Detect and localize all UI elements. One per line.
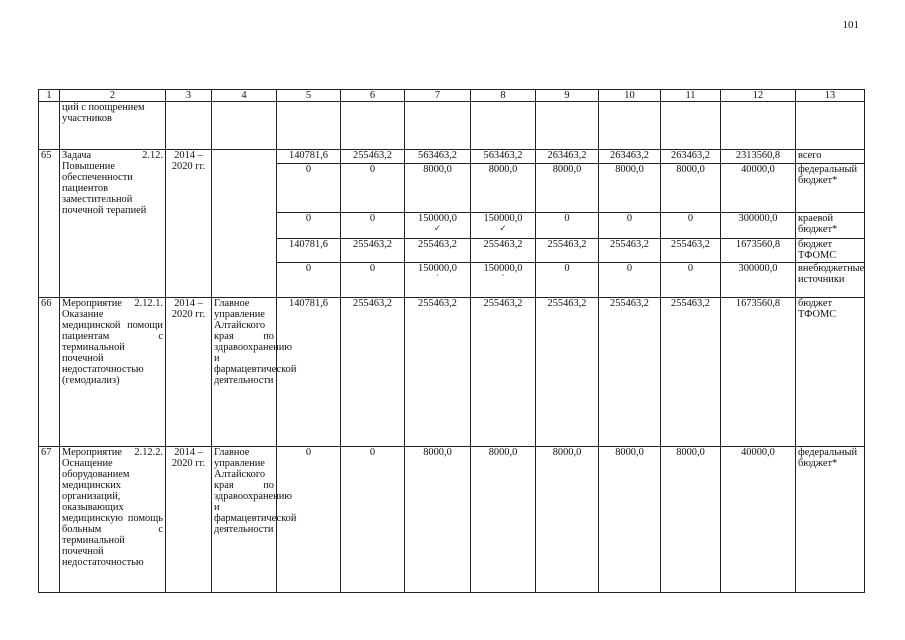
row-period: 2014 – 2020 гг. xyxy=(166,150,212,298)
value-cell: 8000,0 xyxy=(471,164,536,213)
value-cell: 150000,0 xyxy=(483,263,523,274)
header-row xyxy=(39,90,865,102)
header-cell: 6 xyxy=(341,90,405,102)
value-cell: 40000,0 xyxy=(721,447,796,593)
row-period: 2014 – 2020 гг. xyxy=(166,447,212,593)
value-cell: 8000,0 xyxy=(405,447,471,593)
value-cell: 255463,2 xyxy=(405,239,471,263)
value-cell: 255463,2 xyxy=(599,239,661,263)
value-cell: 255463,2 xyxy=(661,298,721,447)
row-executor xyxy=(212,150,277,298)
value-cell: 1673560,8 xyxy=(721,298,796,447)
value-cell: 8000,0 xyxy=(599,164,661,213)
value-cell: 255463,2 xyxy=(536,239,599,263)
continuation-row xyxy=(39,102,865,150)
value-cell: 0 xyxy=(661,213,721,239)
value-cell: 8000,0 xyxy=(471,447,536,593)
value-cell: 0 xyxy=(277,263,341,298)
header-cell: 3 xyxy=(166,90,212,102)
row-name: Задача 2.12. Повышение обеспеченности пациентов заместительной почечной терапией xyxy=(60,150,166,298)
row-executor: Главное управление Алтайского края по здравоохранению и фармацевтической деятельности xyxy=(212,298,277,447)
header-cell: 10 xyxy=(599,90,661,102)
value-cell: 255463,2 xyxy=(661,239,721,263)
value-cell: 8000,0 xyxy=(405,164,471,213)
row-number: 65 xyxy=(39,150,60,298)
header-cell: 4 xyxy=(212,90,277,102)
value-cell: 150000,0 xyxy=(418,263,457,274)
funding-source: бюджет ТФОМС xyxy=(796,239,865,263)
value-cell: 8000,0 xyxy=(536,164,599,213)
funding-source: внебюджетные источники xyxy=(796,263,865,298)
value-cell: 255463,2 xyxy=(599,298,661,447)
value-cell: 0 xyxy=(661,263,721,298)
value-cell: 8000,0 xyxy=(536,447,599,593)
value-cell: 40000,0 xyxy=(721,164,796,213)
value-cell: 0 xyxy=(341,213,405,239)
tick-mark-icon: ˋ xyxy=(501,273,505,283)
value-cell: 0 xyxy=(341,447,405,593)
header-cell: 1 xyxy=(39,90,60,102)
value-cell: 563463,2 xyxy=(405,150,471,164)
value-cell: 8000,0 xyxy=(661,447,721,593)
value-cell: 263463,2 xyxy=(536,150,599,164)
check-mark-icon: ✓ xyxy=(433,223,442,233)
value-cell: 263463,2 xyxy=(661,150,721,164)
value-cell: 0 xyxy=(277,447,341,593)
header-cell: 8 xyxy=(471,90,536,102)
continuation-name: ций с поощрением участников xyxy=(60,102,166,150)
value-cell: 0 xyxy=(536,213,599,239)
value-cell: 255463,2 xyxy=(341,150,405,164)
value-cell: 2313560,8 xyxy=(721,150,796,164)
value-cell: 140781,6 xyxy=(277,150,341,164)
tick-mark-icon: ˋ xyxy=(436,273,439,283)
value-cell: 140781,6 xyxy=(277,239,341,263)
table-row xyxy=(39,298,865,447)
value-cell: 263463,2 xyxy=(599,150,661,164)
program-budget-table xyxy=(38,89,865,593)
funding-source: бюджет ТФОМС xyxy=(796,298,865,447)
value-cell: 0 xyxy=(536,263,599,298)
header-cell: 7 xyxy=(405,90,471,102)
header-cell: 12 xyxy=(721,90,796,102)
value-cell: 563463,2 xyxy=(471,150,536,164)
value-cell: 255463,2 xyxy=(341,239,405,263)
value-cell: 0 xyxy=(277,213,341,239)
header-cell: 5 xyxy=(277,90,341,102)
value-cell: 8000,0 xyxy=(661,164,721,213)
value-cell: 8000,0 xyxy=(599,447,661,593)
page-number: 101 xyxy=(842,19,859,31)
value-cell: 255463,2 xyxy=(536,298,599,447)
funding-source: краевой бюджет* xyxy=(796,213,865,239)
value-cell: 300000,0 xyxy=(721,263,796,298)
value-cell: 255463,2 xyxy=(471,239,536,263)
row-name: Мероприятие 2.12.1. Оказание медицинской помощи пациентам с терминальной почечной недостаточностью (гемодиализ) xyxy=(60,298,166,447)
table-row xyxy=(39,447,865,593)
value-cell: 0 xyxy=(277,164,341,213)
value-cell: 0 xyxy=(599,213,661,239)
value-cell: 140781,6 xyxy=(277,298,341,447)
row-number: 66 xyxy=(39,298,60,447)
value-cell: 255463,2 xyxy=(471,298,536,447)
header-cell: 2 xyxy=(60,90,166,102)
funding-source: федеральный бюджет* xyxy=(796,447,865,593)
table-row xyxy=(39,150,865,164)
value-cell: 1673560,8 xyxy=(721,239,796,263)
value-cell: 255463,2 xyxy=(341,298,405,447)
row-number: 67 xyxy=(39,447,60,593)
header-cell: 13 xyxy=(796,90,865,102)
row-period: 2014 – 2020 гг. xyxy=(166,298,212,447)
row-executor: Главное управление Алтайского края по здравоохранению и фармацевтической деятельности xyxy=(212,447,277,593)
header-cell: 9 xyxy=(536,90,599,102)
value-cell: 300000,0 xyxy=(721,213,796,239)
check-mark-icon: ✓ xyxy=(499,223,507,233)
header-cell: 11 xyxy=(661,90,721,102)
funding-source: всего xyxy=(796,150,865,164)
value-cell: 150000,0 xyxy=(483,213,523,224)
funding-source: федеральный бюджет* xyxy=(796,164,865,213)
value-cell: 255463,2 xyxy=(405,298,471,447)
value-cell: 0 xyxy=(341,164,405,213)
value-cell: 150000,0 xyxy=(418,213,457,224)
value-cell: 0 xyxy=(341,263,405,298)
value-cell: 0 xyxy=(599,263,661,298)
row-name: Мероприятие 2.12.2. Оснащение оборудованием медицинских организаций, оказывающих медицинскую помощь больным с терминальной почечной недостаточностью xyxy=(60,447,166,593)
